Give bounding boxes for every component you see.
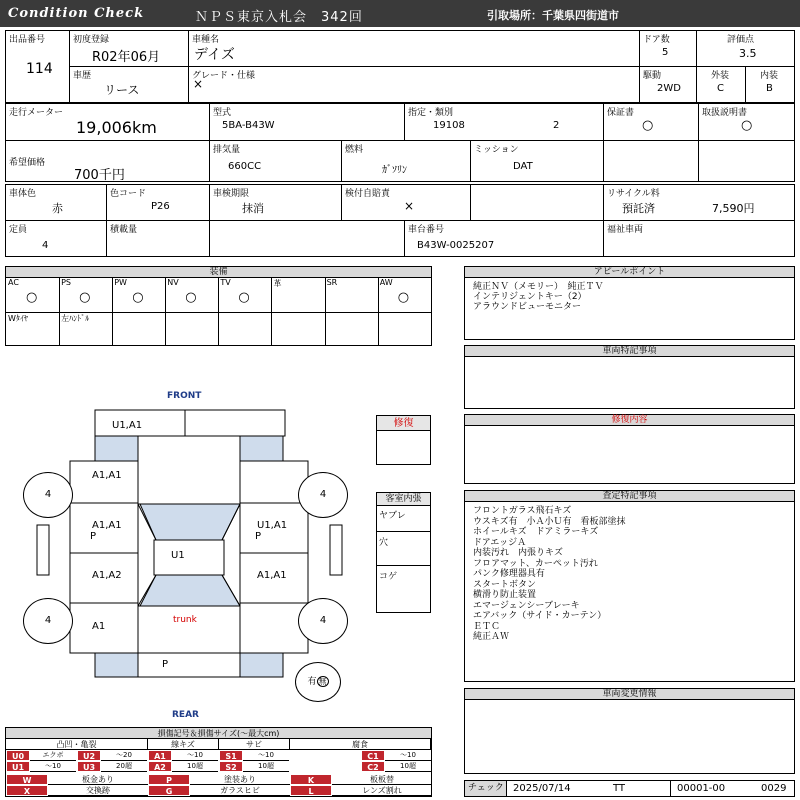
chassis-label: 車台番号 <box>408 225 445 235</box>
diagram-label-rear-bumper: P <box>162 659 169 670</box>
legend-text: 10超 <box>385 761 431 772</box>
legend-code: C1 <box>361 750 385 761</box>
changes-title: 車両変更情報 <box>465 689 794 700</box>
footer-page: 0029 <box>761 783 787 794</box>
check-label: チェック <box>465 781 507 796</box>
legend-group: 腐食 <box>290 739 431 750</box>
legend-text: エクボ <box>30 750 76 761</box>
inspection-value: 抹消 <box>242 202 264 215</box>
inspection-line: フロアマット、カーペット汚れ <box>473 558 598 569</box>
inspection-label: 車検期限 <box>213 189 250 199</box>
legend-title: 損傷記号＆損傷サイズ(〜最大cm) <box>6 728 431 739</box>
legend-code: U3 <box>77 761 101 772</box>
legend-text: 〜10 <box>30 761 76 772</box>
score-value: 3.5 <box>739 47 757 60</box>
model-value: 5BA-B43W <box>222 120 275 131</box>
equipment-title: 装備 <box>6 267 431 278</box>
tire-rear-left <box>23 598 73 644</box>
appeal-title: アピールポイント <box>465 267 794 278</box>
tire-front-left <box>23 472 73 518</box>
legend-mark-text: 交換跡 <box>48 785 148 796</box>
equipment-mark: ○ <box>26 290 38 305</box>
grade-label: グレード・仕様 <box>192 71 256 81</box>
equipment-extra-label: Wﾀｲﾔ <box>8 314 28 323</box>
ext-label: 外装 <box>711 71 730 81</box>
legend-group: サビ <box>219 739 290 750</box>
special-panel <box>464 345 795 409</box>
displacement-label: 排気量 <box>213 145 241 155</box>
legend-mark-text: ガラスヒビ <box>190 785 290 796</box>
displacement-value: 660CC <box>228 161 262 172</box>
chassis-value: B43W-0025207 <box>417 240 495 251</box>
legend-mark-code: X <box>6 785 48 796</box>
color-code-value: P26 <box>151 201 170 212</box>
tire-rl-value: 4 <box>44 615 52 626</box>
ext-value: C <box>717 83 724 94</box>
diagram-label-l-rear-door: A1,A2 <box>92 570 122 581</box>
tire-rr-value: 4 <box>319 615 327 626</box>
inspection-line: ホイールキズ ドアミラーキズ <box>473 527 599 537</box>
diagram-label-lf-fender: A1,A1 <box>92 470 122 481</box>
equipment-mark: ○ <box>238 290 250 305</box>
interior-panel <box>376 492 431 613</box>
capacity-label: 定員 <box>9 225 28 235</box>
legend-code: A1 <box>148 750 172 761</box>
legend-text: 〜10 <box>385 750 431 761</box>
color-code-label: 色コード <box>110 189 147 199</box>
car-name-label: 車種名 <box>192 35 220 45</box>
legend-mark-code: G <box>148 785 190 796</box>
mission-value: DAT <box>513 161 533 172</box>
equipment-label: AW <box>379 278 393 287</box>
inspection-line: パンク修理器具有 <box>473 569 545 579</box>
spare-tire <box>295 662 341 702</box>
damage-legend <box>5 727 432 797</box>
legend-code: S2 <box>219 761 243 772</box>
appeal-line: インテリジェントキー（2） <box>473 292 587 302</box>
inspection-line: 内装汚れ 内張りキズ <box>473 548 563 558</box>
appeal-line: アラウンドビューモニター <box>473 302 582 312</box>
manual-label: 取扱説明書 <box>702 108 748 118</box>
legend-mark-text: レンズ割れ <box>332 785 432 796</box>
history-value: リース <box>104 83 140 97</box>
legend-mark-code: L <box>290 785 332 796</box>
repair-panel <box>376 415 431 465</box>
color-label: 車体色 <box>9 189 37 199</box>
interior-title: 客室内張 <box>377 493 430 506</box>
diagram-label-r-front-door-p: P <box>255 531 262 542</box>
interior-sep-2 <box>377 565 430 566</box>
capacity-value: 4 <box>42 240 49 251</box>
equipment-label: TV <box>220 278 231 287</box>
insurance-value: × <box>404 199 415 213</box>
color-value: 赤 <box>52 202 63 215</box>
class-value: 2 <box>553 120 560 131</box>
interior-sep-1 <box>377 531 430 532</box>
inspection-line: エマージェンシーブレーキ <box>473 600 580 611</box>
legend-code: S1 <box>219 750 243 761</box>
mileage-value: 19,006km <box>76 118 157 137</box>
legend-text: 〜20 <box>101 750 147 761</box>
manual-value: ○ <box>741 118 753 133</box>
grade-value: × <box>193 77 204 91</box>
lot-number: 114 <box>26 61 53 77</box>
doors-value: 5 <box>662 47 669 58</box>
designation-value: 19108 <box>433 120 465 131</box>
equipment-mark: ○ <box>79 290 91 305</box>
repair-content-panel <box>464 414 795 484</box>
fuel-label: 燃料 <box>345 145 364 155</box>
car-name-value: デイズ <box>194 47 235 63</box>
equipment-label: PS <box>61 278 71 287</box>
appeal-line: 純正ＮＶ（メモリー） 純正ＴＶ <box>473 282 604 292</box>
appeal-panel <box>464 266 795 340</box>
drive-value: 2WD <box>657 83 681 94</box>
inspection-line: ウスキズ有 小Ａ小Ｕ有 看板部塗抹 <box>473 516 626 527</box>
auction-name: ＮＰＳ東京入札会 342回 <box>195 10 363 25</box>
inspection-line: エアバック（サイド・カーテン） <box>473 611 607 621</box>
tire-rear-right <box>298 598 348 644</box>
lot-label: 出品番号 <box>9 35 46 45</box>
changes-panel <box>464 688 795 774</box>
legend-text: 10超 <box>172 761 218 772</box>
diagram-label-l-quarter: A1 <box>92 621 106 632</box>
legend-mark-text: 板板替 <box>332 774 432 785</box>
equipment-label: 革 <box>273 279 282 288</box>
repair-title: 修復 <box>377 416 430 431</box>
diagram-label-top: U1,A1 <box>112 420 143 431</box>
equipment-mark: ○ <box>397 290 410 305</box>
mission-label: ミッション <box>474 145 519 155</box>
legend-group: 線キズ <box>148 739 219 750</box>
mileage-label: 走行メーター <box>9 108 64 118</box>
int-label: 内装 <box>760 71 779 81</box>
equipment-mark: ○ <box>185 290 197 305</box>
doors-label: ドア数 <box>643 35 670 45</box>
equipment-extra-label: 左ﾊﾝﾄﾞﾙ <box>61 314 90 323</box>
hope-price-value: 700千円 <box>74 168 125 183</box>
spare-mark: 無 <box>318 677 327 686</box>
diagram-label-l-front-door-p: P <box>90 531 97 542</box>
tire-front-right <box>298 472 348 518</box>
warranty-label: 保証書 <box>607 108 635 118</box>
equipment-label: AC <box>8 278 19 287</box>
inspection-line: 純正ＡＷ <box>473 632 510 642</box>
diagram-label-roof: U1 <box>171 550 185 561</box>
legend-mark-code: K <box>290 774 332 785</box>
page-title: Condition Check <box>8 6 145 21</box>
history-label: 車歴 <box>73 71 92 81</box>
recycle-fee: 7,590円 <box>712 202 755 215</box>
legend-code: U2 <box>77 750 101 761</box>
model-label: 型式 <box>213 108 232 118</box>
welfare-label: 福祉車両 <box>607 225 644 235</box>
legend-mark-code: W <box>6 774 48 785</box>
legend-code: C2 <box>361 761 385 772</box>
legend-text: 20超 <box>101 761 147 772</box>
legend-group: 凸凹・亀裂 <box>6 739 148 750</box>
equipment-label: SR <box>326 278 338 287</box>
footer-sep <box>670 781 671 796</box>
hope-price-label: 希望価格 <box>9 158 46 168</box>
score-label: 評価点 <box>727 35 755 45</box>
legend-code: A2 <box>148 761 172 772</box>
int-value: B <box>766 83 773 94</box>
drive-label: 駆動 <box>643 71 662 81</box>
legend-text: 10超 <box>243 761 289 772</box>
legend-mark-text: 板金あり <box>48 774 148 785</box>
interior-item-1: ヤブレ <box>379 511 406 521</box>
recycle-status: 預託済 <box>622 202 655 215</box>
equipment-mark: ○ <box>132 290 144 305</box>
inspection-notes-panel <box>464 490 795 682</box>
footer-code: 00001-00 <box>677 783 726 794</box>
first-reg-label: 初度登録 <box>73 35 110 45</box>
legend-mark-code: P <box>148 774 190 785</box>
inspection-notes-title: 査定特記事項 <box>465 491 794 502</box>
legend-code: U0 <box>6 750 30 761</box>
check-date: 2025/07/14 <box>513 783 571 794</box>
special-title: 車両特記事項 <box>465 346 794 357</box>
checker: TT <box>613 783 626 794</box>
spare-value: 有 <box>307 677 317 687</box>
footer-bar <box>464 780 795 797</box>
legend-text: 〜10 <box>172 750 218 761</box>
diagram-label-l-front-door: A1,A1 <box>92 520 122 531</box>
fuel-value: ｶﾞｿﾘﾝ <box>382 165 407 176</box>
inspection-line: 横滑り防止装置 <box>473 590 537 600</box>
inspection-line: スタートボタン <box>473 579 537 590</box>
diagram-label-r-rear-door: A1,A1 <box>257 570 287 581</box>
legend-mark-text: 塗装あり <box>190 774 290 785</box>
warranty-value: ○ <box>642 118 654 133</box>
legend-code: U1 <box>6 761 30 772</box>
inspection-line: ドアエッジＡ <box>473 537 527 548</box>
equipment-label: NV <box>167 278 179 287</box>
recycle-label: リサイクル料 <box>607 189 660 199</box>
interior-item-2: 穴 <box>379 538 389 548</box>
designation-label: 指定・類別 <box>408 108 454 118</box>
load-label: 積載量 <box>110 225 138 235</box>
tire-fr-value: 4 <box>319 489 327 500</box>
diagram-label-r-front-door: U1,A1 <box>257 520 288 531</box>
first-reg-value: R02年06月 <box>92 50 161 65</box>
legend-text: 〜10 <box>243 750 289 761</box>
inspection-line: フロントガラス飛石キズ <box>473 506 572 516</box>
tire-fl-value: 4 <box>44 489 52 500</box>
trunk-label: trunk <box>173 615 197 625</box>
rear-label: REAR <box>172 710 199 720</box>
inspection-line: ＥＴＣ <box>473 621 501 632</box>
repair-content-title: 修復内容 <box>465 415 794 426</box>
pickup-location: 引取場所：千葉県四街道市 <box>487 9 619 22</box>
equipment-label: PW <box>114 278 127 287</box>
interior-item-3: コゲ <box>379 572 398 582</box>
front-label: FRONT <box>167 391 202 401</box>
insurance-label: 検付自賠責 <box>345 189 391 199</box>
